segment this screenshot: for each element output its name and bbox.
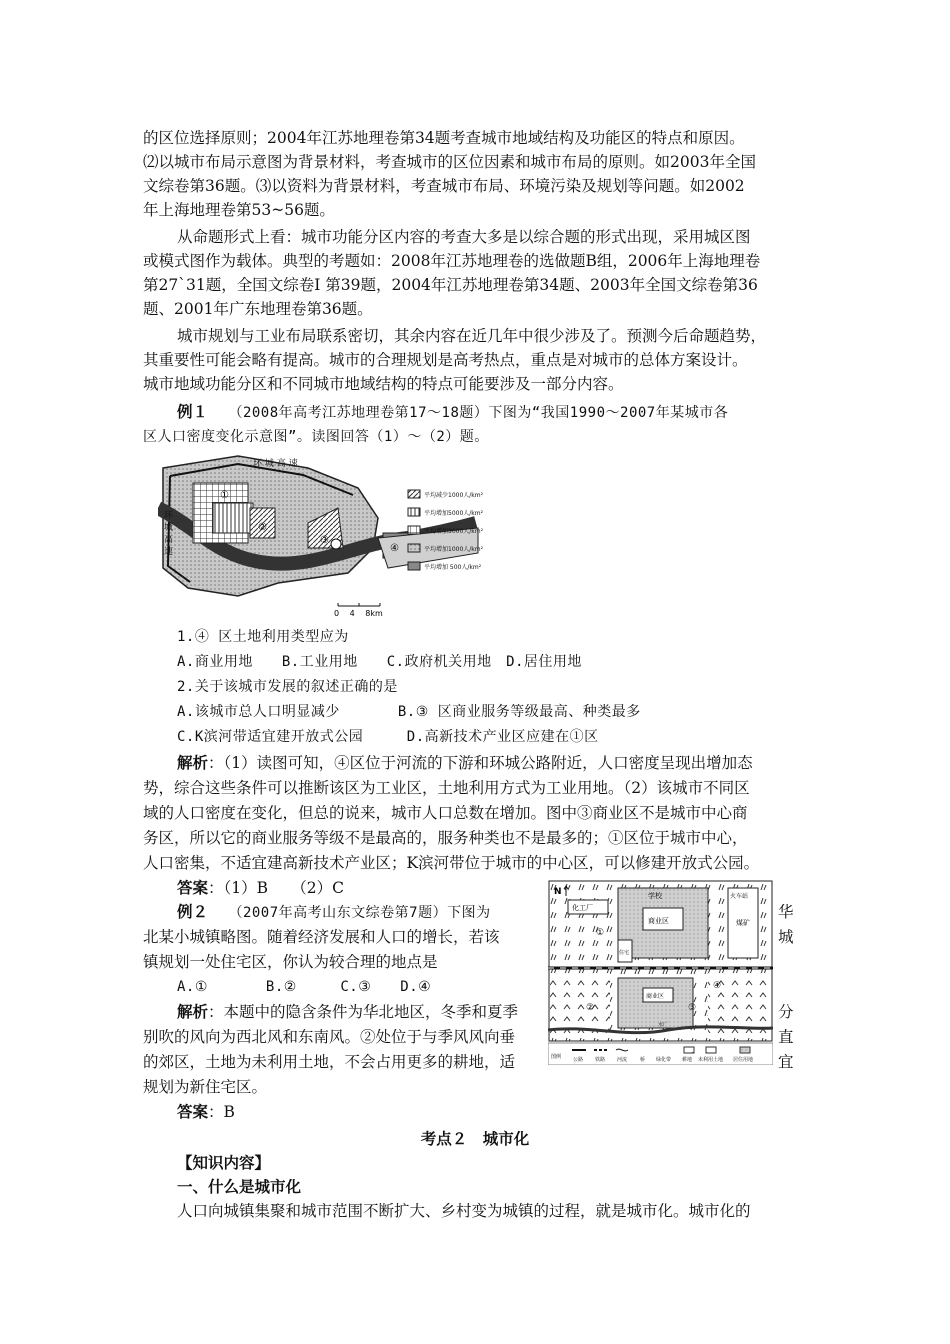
option-b: B.工业用地 [281, 654, 358, 670]
example1-q2-options-row2 [177, 725, 842, 749]
option-c: C.政府机关用地 [386, 654, 492, 670]
svg-text:商业区: 商业区 [648, 917, 669, 925]
option-a: A.① [177, 979, 208, 995]
wrap-char: 分 [778, 1003, 794, 1021]
example1-answer: 答案：（1）B （2）C [177, 878, 344, 897]
option-d: D.高新技术产业区应建在①区 [406, 729, 599, 745]
example1-analysis-line: 势，综合这些条件可以推断该区为工业区，土地利用方式为工业用地。（2）该城市不同区 [143, 779, 750, 797]
option-a: A.商业用地 [177, 654, 253, 670]
example2-intro: 例２ （2007年高考山东文综卷第7题）下图为 [177, 902, 491, 921]
option-d: D.居住用地 [506, 654, 582, 670]
scale-bar-label: 0 4 8km [334, 609, 383, 618]
svg-text:商业区: 商业区 [646, 993, 665, 1000]
analysis-label: 解析 [177, 1002, 209, 1021]
wrap-char: 直 [778, 1028, 794, 1046]
example1-question2: 2.关于该城市发展的叙述正确的是 [177, 679, 398, 695]
svg-text:绿化带: 绿化带 [656, 1057, 672, 1063]
paragraph-line: 年上海地理卷第53~56题。 [143, 201, 335, 219]
example1-analysis-line: 人口密集，不适宜建高新技术产业区；K滨河带位于城市的中心区，可以修建开放式公园。 [143, 854, 760, 872]
svg-text:学校: 学校 [648, 892, 662, 900]
svg-text:耕地: 耕地 [682, 1057, 693, 1063]
paragraph-line: ⑵以城市布局示意图为背景材料，考查城市的区位因素和城市布局的原则。如2003年全国 [143, 153, 756, 171]
legend-item: 平均增加1000人/km² [424, 546, 484, 553]
zone-4-marker: ④ [390, 543, 399, 554]
option-a: A.该城市总人口明显减少 [177, 704, 340, 720]
example1-question1: 1.④ 区土地利用类型应为 [177, 629, 349, 645]
small-town-map [548, 880, 773, 1065]
option-c: C.③ [340, 979, 372, 995]
paragraph-line: 文综卷第36题。⑶以资料为背景材料，考查城市布局、环境污染及规划等问题。如2002 [143, 177, 745, 195]
subsection-heading: 一、什么是城市化 [177, 1177, 302, 1196]
paragraph-line: 或模式图作为载体。典型的考题如：2008年江苏地理卷的选做题B组，2006年上海地理卷 [143, 252, 761, 270]
town-map-figure [548, 880, 773, 1065]
north-arrow-icon: N [554, 887, 562, 897]
example1-q1-options [177, 650, 842, 674]
paragraph-line: 城市地域功能分区和不同城市地域结构的特点可能要涉及一部分内容。 [143, 375, 624, 393]
legend-item: 平均减少1000人/km² [424, 492, 484, 499]
example1-intro [177, 400, 842, 425]
svg-text:铁路: 铁路 [595, 1057, 606, 1063]
wrap-char: 城 [778, 928, 794, 946]
legend-title: 图例 [551, 1054, 562, 1060]
example2-analysis-line: 规划为新住宅区。 [143, 1078, 268, 1096]
example2-label: 例２ [177, 902, 209, 921]
option-b: B.② [265, 979, 297, 995]
zone-3-marker: ③ [320, 535, 329, 546]
zone-1-marker: ① [596, 928, 605, 938]
wrap-char: 宜 [778, 1053, 794, 1071]
zone-2-marker: ② [258, 522, 267, 533]
example2-analysis-line: 的郊区，土地为未利用土地，不会占用更多的耕地，适 [143, 1053, 516, 1071]
svg-text:公路: 公路 [573, 1057, 584, 1063]
paragraph-line: 人口向城镇集聚和城市范围不断扩大、乡村变为城镇的过程，就是城市化。城市化的 [177, 1202, 751, 1220]
option-b: B.③ 区商业服务等级最高、种类最多 [397, 704, 641, 720]
legend-item: 平均增加 500人/km² [424, 564, 482, 571]
answer-label: 答案 [177, 1102, 209, 1121]
example1-analysis-line: 解析：（1）读图可知，④区位于河流的下游和环城公路附近，人口密度呈现出增加态 [177, 753, 753, 772]
legend-item: 平均增加5000人/km² [424, 510, 484, 517]
svg-text:未利用土地: 未利用土地 [698, 1057, 724, 1063]
svg-text:住宅: 住宅 [619, 950, 630, 956]
svg-text:水厂: 水厂 [658, 1022, 669, 1028]
option-d: D.④ [400, 979, 432, 995]
city-map-figure [158, 448, 498, 618]
ring-road-left-label: 环 城 高 速 [164, 511, 174, 557]
example1-q2-options-row1 [177, 700, 842, 724]
paragraph-line: 题、2001年广东地理卷第36题。 [143, 300, 373, 318]
zone-4-marker: ④ [713, 981, 722, 991]
zone-2-marker: ② [586, 1003, 595, 1013]
paragraph-line: 第27`31题，全国文综卷Ⅰ 第39题，2004年江苏地理卷第34题、2003年全国文综卷第36 [143, 276, 758, 294]
option-c: C.K滨河带适宜建开放式公园 [177, 729, 364, 745]
paragraph-line: 的区位选择原则；2004年江苏地理卷第34题考查城市地域结构及功能区的特点和原因。 [143, 129, 745, 147]
zone-1-marker: ① [220, 490, 229, 501]
svg-text:火车站: 火车站 [730, 893, 749, 900]
example2-answer: 答案：B [177, 1102, 235, 1121]
example2-intro-line: 北某小城镇略图。随着经济发展和人口的增长，若该 [143, 928, 500, 946]
example1-label: 例１ [177, 402, 209, 421]
paragraph-line: 其重要性可能会略有提高。城市的合理规划是高考热点，重点是对城市的总体方案设计。 [143, 351, 748, 369]
example2-options [177, 975, 537, 999]
zone-3-marker: ③ [688, 1003, 697, 1013]
ring-road-top-label: 环 城 高 速 [253, 459, 298, 469]
wrap-char: 华 [778, 903, 794, 921]
example1-analysis-line: 域的人口密度在变化，但总的说来，城市人口总数在增加。图中③商业区不是城市中心商 [143, 804, 748, 822]
example2-intro-line: 镇规划一处住宅区，你认为较合理的地点是 [143, 953, 438, 971]
svg-text:桥: 桥 [640, 1057, 646, 1063]
example2-analysis-line: 解析：本题中的隐含条件为华北地区，冬季和夏季 [177, 1002, 519, 1021]
example1-intro-text: （2008年高考江苏地理卷第17～18题）下图为“我国1990～2007年某城市各 [228, 405, 729, 421]
paragraph-line: 城市规划与工业布局联系密切，其余内容在近几年中很少涉及了。预测今后命题趋势， [177, 327, 767, 345]
example1-analysis-line: 务区，所以它的商业服务等级不是最高的，服务种类也不是最多的；①区位于城市中心， [143, 829, 748, 847]
knowledge-heading: 【知识内容】 [177, 1153, 271, 1172]
example2-analysis-line: 别吹的风向为西北风和东南风。②处位于与季风风向垂 [143, 1028, 516, 1046]
population-density-map [158, 448, 498, 618]
legend-item: 平均增加3000人/km² [424, 528, 484, 535]
analysis-label: 解析 [177, 753, 209, 772]
example1-intro-line2: 区人口密度变化示意图”。读图回答（1）～（2）题。 [143, 429, 489, 445]
svg-text:河流: 河流 [617, 1057, 628, 1063]
section-title: 考点２ 城市化 [420, 1129, 530, 1148]
svg-text:化工厂: 化工厂 [572, 904, 593, 912]
svg-text:居住用地: 居住用地 [733, 1057, 754, 1063]
answer-label: 答案 [177, 878, 209, 897]
svg-text:煤矿: 煤矿 [736, 919, 750, 927]
paragraph-line: 从命题形式上看：城市功能分区内容的考查大多是以综合题的形式出现，采用城区图 [177, 228, 751, 246]
